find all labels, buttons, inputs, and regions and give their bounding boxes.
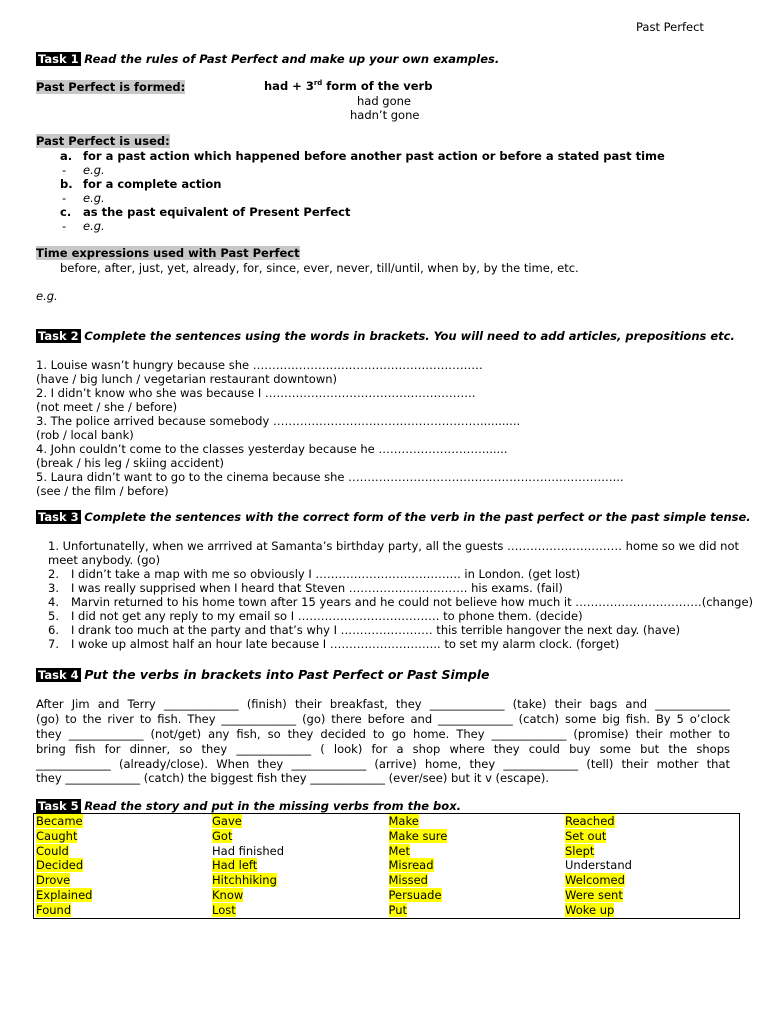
used-label: Past Perfect is used:: [36, 134, 170, 148]
verb-box-cell: [210, 829, 387, 844]
verb-word: Make sure: [388, 828, 448, 843]
use-b-text: for a complete action: [83, 177, 222, 191]
verb-box-cell: [210, 814, 387, 829]
verb-box-row: [34, 903, 740, 918]
task3-item-num: 2.: [48, 567, 59, 581]
formula-sup: rd: [313, 79, 323, 88]
task3-item-num: 6.: [48, 623, 59, 637]
verb-box-cell: [34, 814, 211, 829]
formula-pre: had + 3: [264, 79, 314, 93]
task2-line: (rob / local bank): [36, 428, 134, 442]
use-a-text: for a past action which happened before another past action or before a stated past time: [83, 149, 665, 163]
verb-box-row: [34, 844, 740, 859]
dash-c: -: [62, 219, 67, 233]
verb-word: Missed: [388, 873, 428, 888]
task2-line: (not meet / she / before): [36, 400, 178, 414]
verb-box-cell: [563, 844, 740, 859]
verb-word: Set out: [565, 828, 607, 843]
task1-title: Read the rules of Past Perfect and make up your own examples.: [84, 52, 500, 66]
verb-word: Had finished: [212, 843, 285, 858]
task4-line: After Jim and Terry _____________ (finish) their breakfast, they _____________ (take) their bags and _____________: [36, 697, 730, 711]
verb-word: Slept: [565, 843, 595, 858]
task4-line: bring fish for dinner, so they _____________ ( look) for a shop where they could buy some but the shops: [36, 742, 730, 756]
verb-box-cell: [387, 814, 564, 829]
task4-line: _____________ (already/close). When they _____________ (arrive) home, they _____________ (tell) their mother that: [36, 757, 730, 771]
verb-word: Put: [388, 902, 408, 917]
verb-word: Welcomed: [565, 873, 625, 888]
verb-word: Drove: [36, 873, 71, 888]
verb-box-cell: [210, 858, 387, 873]
task3-title: Complete the sentences with the correct form of the verb in the past perfect or the past simple tense.: [84, 510, 751, 524]
verb-box-cell: [563, 888, 740, 903]
task1-label: Task 1: [38, 52, 79, 66]
verb-word: Caught: [36, 828, 78, 843]
verb-word: Explained: [36, 887, 93, 902]
verb-box-row: [34, 858, 740, 873]
task2-heading: [36, 329, 735, 343]
verb-box-cell: [387, 873, 564, 888]
task3-item: I drank too much at the party and that’s why I …………………… this terrible hangover the next day. (have): [71, 623, 681, 637]
use-b-eg: e.g.: [83, 191, 105, 205]
formula: [264, 79, 432, 93]
task3-item: I woke up almost half an hour late because I ……………………….. to set my alarm clock. (forget): [71, 637, 620, 651]
task4-title: Put the verbs in brackets into Past Perfect or Past Simple: [84, 667, 490, 682]
task3-label: Task 3: [38, 510, 79, 524]
task2-line: (break / his leg / skiing accident): [36, 456, 224, 470]
verb-box-cell: [563, 873, 740, 888]
verb-word: Found: [36, 902, 72, 917]
verb-box-row: [34, 873, 740, 888]
verb-word: Misread: [388, 858, 434, 873]
use-c-eg: e.g.: [83, 219, 105, 233]
verb-word: Reached: [565, 814, 615, 828]
task2-label: Task 2: [38, 329, 79, 343]
verb-word: Lost: [212, 902, 236, 917]
task3-heading: [36, 510, 751, 524]
verb-box-cell: [563, 903, 740, 918]
task4-line: (go) to the river to fish. They _____________ (go) there before and _____________ (catch) some big fish. By 5 o’clock: [36, 712, 730, 726]
verb-word: Hitchhiking: [212, 873, 277, 888]
verb-box-cell: [210, 844, 387, 859]
formed-label: Past Perfect is formed:: [36, 80, 186, 94]
verb-box-cell: [387, 888, 564, 903]
task3-item: I was really supprised when I heard that Steven …………………………. his exams. (fail): [71, 581, 563, 595]
verb-box-cell: [387, 844, 564, 859]
verb-box-cell: [34, 858, 211, 873]
task3-item: I did not get any reply to my email so I ………………………………. to phone them. (decide): [71, 609, 583, 623]
example-hadnt-gone: hadn’t gone: [350, 108, 420, 122]
task4-line: they _____________ (not/get) any fish, so they decided to go home. They _____________ (promise) their mother to: [36, 727, 730, 741]
verb-word: Had left: [212, 858, 258, 873]
verb-box-row: [34, 888, 740, 903]
verb-box-cell: [563, 858, 740, 873]
verb-box: [33, 813, 740, 919]
formula-post: form of the verb: [322, 79, 433, 93]
task2-line: 2. I didn’t know who she was because I ……………………………………………….: [36, 386, 476, 400]
verb-box-cell: [34, 873, 211, 888]
verb-word: Know: [212, 887, 244, 902]
task1-heading: [36, 52, 499, 66]
verb-word: Make: [388, 814, 419, 828]
task3-item: 1. Unfortunatelly, when we arrrived at Samanta’s birthday party, all the guests ………………………… home so we did not: [48, 539, 740, 553]
task2-line: (have / big lunch / vegetarian restaurant downtown): [36, 372, 338, 386]
verb-word: Gave: [212, 814, 242, 828]
time-label: Time expressions used with Past Perfect: [36, 246, 300, 260]
task2-title: Complete the sentences using the words in brackets. You will need to add articles, prepositions etc.: [84, 329, 735, 343]
task3-item: I didn’t take a map with me so obviously I ……………………………….. in London. (get lost): [71, 567, 581, 581]
task4-heading: [36, 667, 490, 682]
use-c-mark: c.: [60, 205, 72, 219]
time-eg: e.g.: [36, 289, 58, 303]
verb-word: Persuade: [388, 887, 442, 902]
verb-word: Were sent: [565, 887, 623, 902]
task3-item-num: 5.: [48, 609, 59, 623]
task3-item-num: 3.: [48, 581, 59, 595]
use-b: [60, 177, 73, 191]
verb-word: Decided: [36, 858, 84, 873]
verb-word: Could: [36, 843, 69, 858]
dash-a: -: [62, 163, 67, 177]
example-had-gone: had gone: [357, 94, 411, 108]
verb-word: Woke up: [565, 902, 615, 917]
verb-word: Got: [212, 828, 233, 843]
verb-box-row: [34, 829, 740, 844]
verb-box-cell: [210, 888, 387, 903]
verb-box-cell: [387, 858, 564, 873]
verb-box-cell: [34, 903, 211, 918]
task2-line: 3. The police arrived because somebody ………………………………………………...........: [36, 414, 521, 428]
task4-line: they _____________ (catch) the biggest fish they _____________ (ever/see) but it v (escape).: [36, 771, 549, 785]
use-a: [60, 149, 72, 163]
use-a-eg: e.g.: [83, 163, 105, 177]
task5-title: Read the story and put in the missing verbs from the box.: [84, 799, 461, 813]
task4-label: Task 4: [38, 668, 79, 682]
task2-line: 4. John couldn’t come to the classes yesterday because he ……………………….......: [36, 442, 508, 456]
verb-box-cell: [563, 814, 740, 829]
task2-line: (see / the film / before): [36, 484, 169, 498]
verb-box-cell: [387, 829, 564, 844]
task2-line: 5. Laura didn’t want to go to the cinema because she ……………………………………………………………...: [36, 470, 624, 484]
verb-box-cell: [387, 903, 564, 918]
time-expressions: before, after, just, yet, already, for, since, ever, never, till/until, when by, by the time, etc.: [60, 261, 579, 275]
task5-label: Task 5: [38, 799, 79, 813]
task3-item: Marvin returned to his home town after 15 years and he could not believe how much it ……………………………(change): [71, 595, 754, 609]
page-header: Past Perfect: [636, 20, 704, 34]
verb-box-cell: [34, 844, 211, 859]
task5-heading: [36, 799, 461, 813]
verb-word: Became: [36, 814, 83, 828]
task3-item-num: 4.: [48, 595, 59, 609]
task3-item-cont: meet anybody. (go): [48, 553, 161, 567]
use-b-mark: b.: [60, 177, 73, 191]
verb-box-body: [34, 814, 740, 919]
verb-word: Met: [388, 843, 411, 858]
verb-box-cell: [210, 903, 387, 918]
use-c: [60, 205, 71, 219]
verb-box-row: [34, 814, 740, 829]
verb-box-cell: [34, 888, 211, 903]
verb-box-cell: [210, 873, 387, 888]
verb-box-cell: [34, 829, 211, 844]
use-c-text: as the past equivalent of Present Perfect: [83, 205, 351, 219]
use-a-mark: a.: [60, 149, 73, 163]
task3-item-num: 7.: [48, 637, 59, 651]
dash-b: -: [62, 191, 67, 205]
verb-word: Understand: [565, 858, 632, 873]
verb-box-cell: [563, 829, 740, 844]
task2-line: 1. Louise wasn’t hungry because she ……………………………………………………: [36, 358, 483, 372]
